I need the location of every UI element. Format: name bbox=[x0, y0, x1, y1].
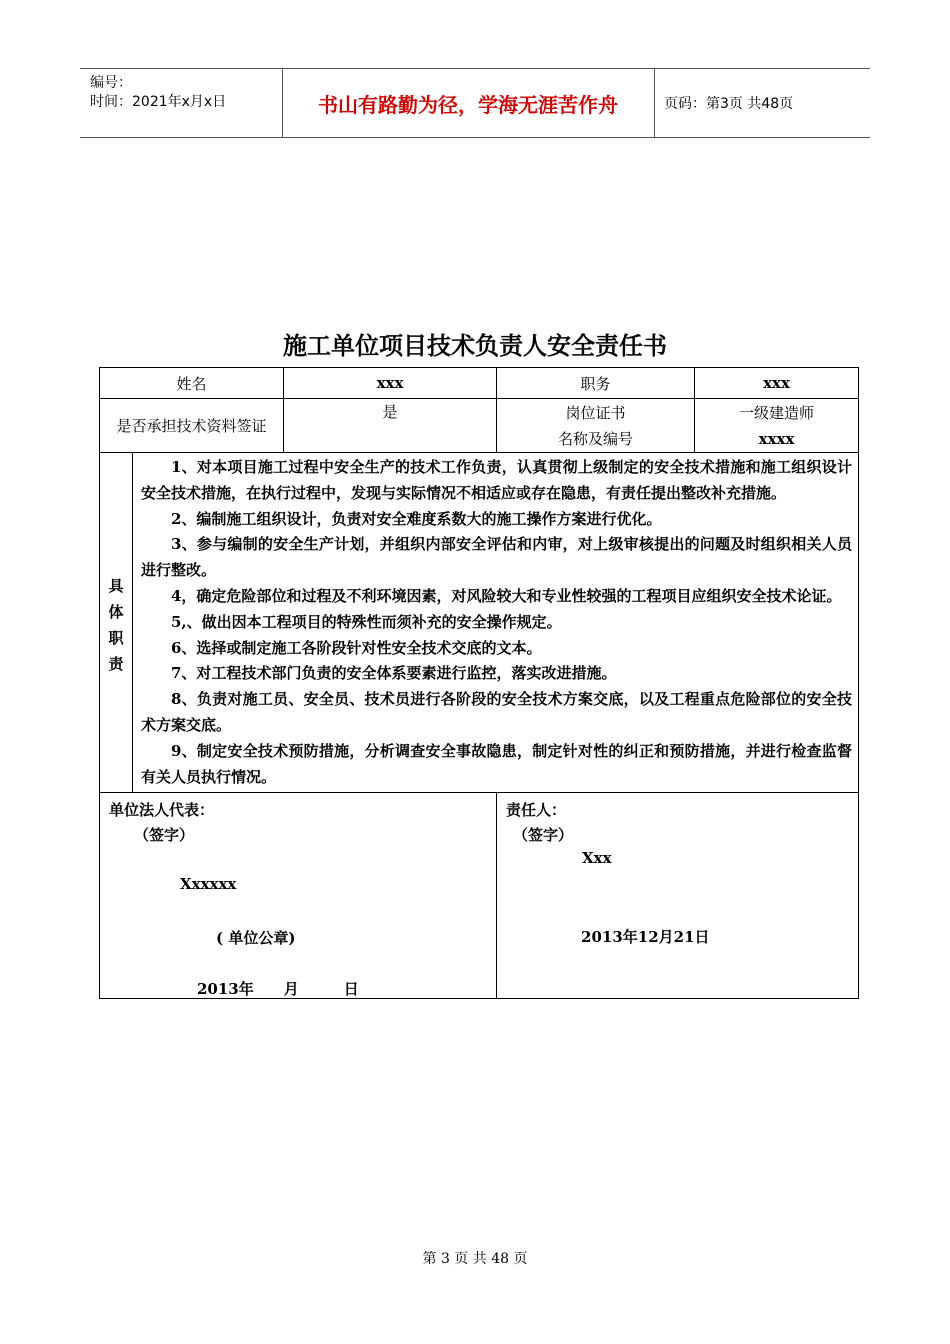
duty-item: 9、制定安全技术预防措施，分析调查安全事故隐患，制定针对性的纠正和预防措施，并进行检查监督有关人员执行情况。 bbox=[141, 741, 853, 786]
header-motto: 书山有路勤为径，学海无涯苦作舟 bbox=[282, 69, 655, 137]
cert-value bbox=[695, 399, 859, 453]
duty-item: 4，确定危险部位和过程及不利环境因素，对风险较大和专业性较强的工程项目应组织安全技术论证。 bbox=[171, 586, 842, 605]
responsible-label: 责任人： bbox=[506, 801, 567, 820]
duties-label-char: 体 bbox=[108, 602, 124, 621]
position-value: xxx bbox=[695, 368, 859, 399]
sign-label: 是否承担技术资料签证 bbox=[100, 399, 284, 453]
page-header bbox=[80, 68, 870, 138]
company-seal: ( 单位公章) bbox=[216, 929, 296, 948]
duties-list bbox=[133, 453, 859, 793]
duty-item: 6、选择或制定施工各阶段针对性安全技术交底的文本。 bbox=[171, 638, 542, 657]
duties-label-char: 责 bbox=[108, 654, 124, 673]
responsible-name: Xxx bbox=[582, 849, 612, 868]
signature-right bbox=[497, 793, 859, 999]
document-title: 施工单位项目技术负责人安全责任书 bbox=[283, 332, 667, 360]
responsibility-table bbox=[99, 367, 859, 999]
cert-value-line1: 一级建造师 bbox=[739, 403, 815, 422]
duty-item: 3、参与编制的安全生产计划，并组织内部安全评估和内审，对上级审核提出的问题及时组织相关人员进行整改。 bbox=[141, 535, 853, 580]
duties-label-char: 职 bbox=[108, 628, 124, 647]
duty-item: 5,、做出因本工程项目的特殊性而须补充的安全操作规定。 bbox=[171, 612, 562, 631]
signature-left bbox=[100, 793, 497, 999]
duties-label-char: 具 bbox=[108, 576, 124, 595]
legal-rep-label: 单位法人代表： bbox=[109, 801, 215, 820]
doc-number-label: 编号： bbox=[90, 75, 132, 91]
cert-label-line1: 岗位证书 bbox=[565, 403, 626, 422]
duties-row bbox=[100, 453, 859, 793]
info-row-name bbox=[100, 368, 859, 399]
signature-row bbox=[100, 793, 859, 999]
duties-label bbox=[100, 453, 133, 793]
responsible-date: 2013年12月21日 bbox=[581, 928, 710, 947]
cert-value-line2: xxxx bbox=[758, 429, 795, 448]
cert-label bbox=[497, 399, 695, 453]
duty-item: 2、编制施工组织设计，负责对安全难度系数大的施工操作方案进行优化。 bbox=[171, 509, 662, 528]
header-meta bbox=[80, 69, 283, 137]
cert-label-line2: 名称及编号 bbox=[558, 429, 634, 448]
page-footer: 第 3 页 共 48 页 bbox=[422, 1251, 528, 1267]
info-row-cert bbox=[100, 399, 859, 453]
duty-item: 1、对本项目施工过程中安全生产的技术工作负责，认真贯彻上级制定的安全技术措施和施工组织设计安全技术措施，在执行过程中，发现与实际情况不相适应或存在隐患，有责任提出整改补充措施。 bbox=[141, 458, 853, 502]
responsible-sign-hint: （签字） bbox=[513, 826, 574, 845]
position-label: 职务 bbox=[497, 368, 695, 399]
legal-rep-date: 2013年 月 日 bbox=[197, 980, 359, 999]
sign-value: 是 bbox=[284, 399, 497, 453]
name-value: xxx bbox=[284, 368, 497, 399]
name-label: 姓名 bbox=[100, 368, 284, 399]
legal-rep-sign-hint: （签字） bbox=[134, 826, 195, 845]
duty-item: 7、对工程技术部门负责的安全体系要素进行监控，落实改进措施。 bbox=[171, 664, 617, 683]
header-page-number: 页码：第3页 共48页 bbox=[664, 96, 794, 112]
legal-rep-name: Xxxxxx bbox=[180, 875, 237, 894]
duty-item: 8、负责对施工员、安全员、技术员进行各阶段的安全技术方案交底，以及工程重点危险部位的安全技术方案交底。 bbox=[141, 690, 853, 734]
doc-date: 时间：2021年x月x日 bbox=[90, 94, 227, 110]
